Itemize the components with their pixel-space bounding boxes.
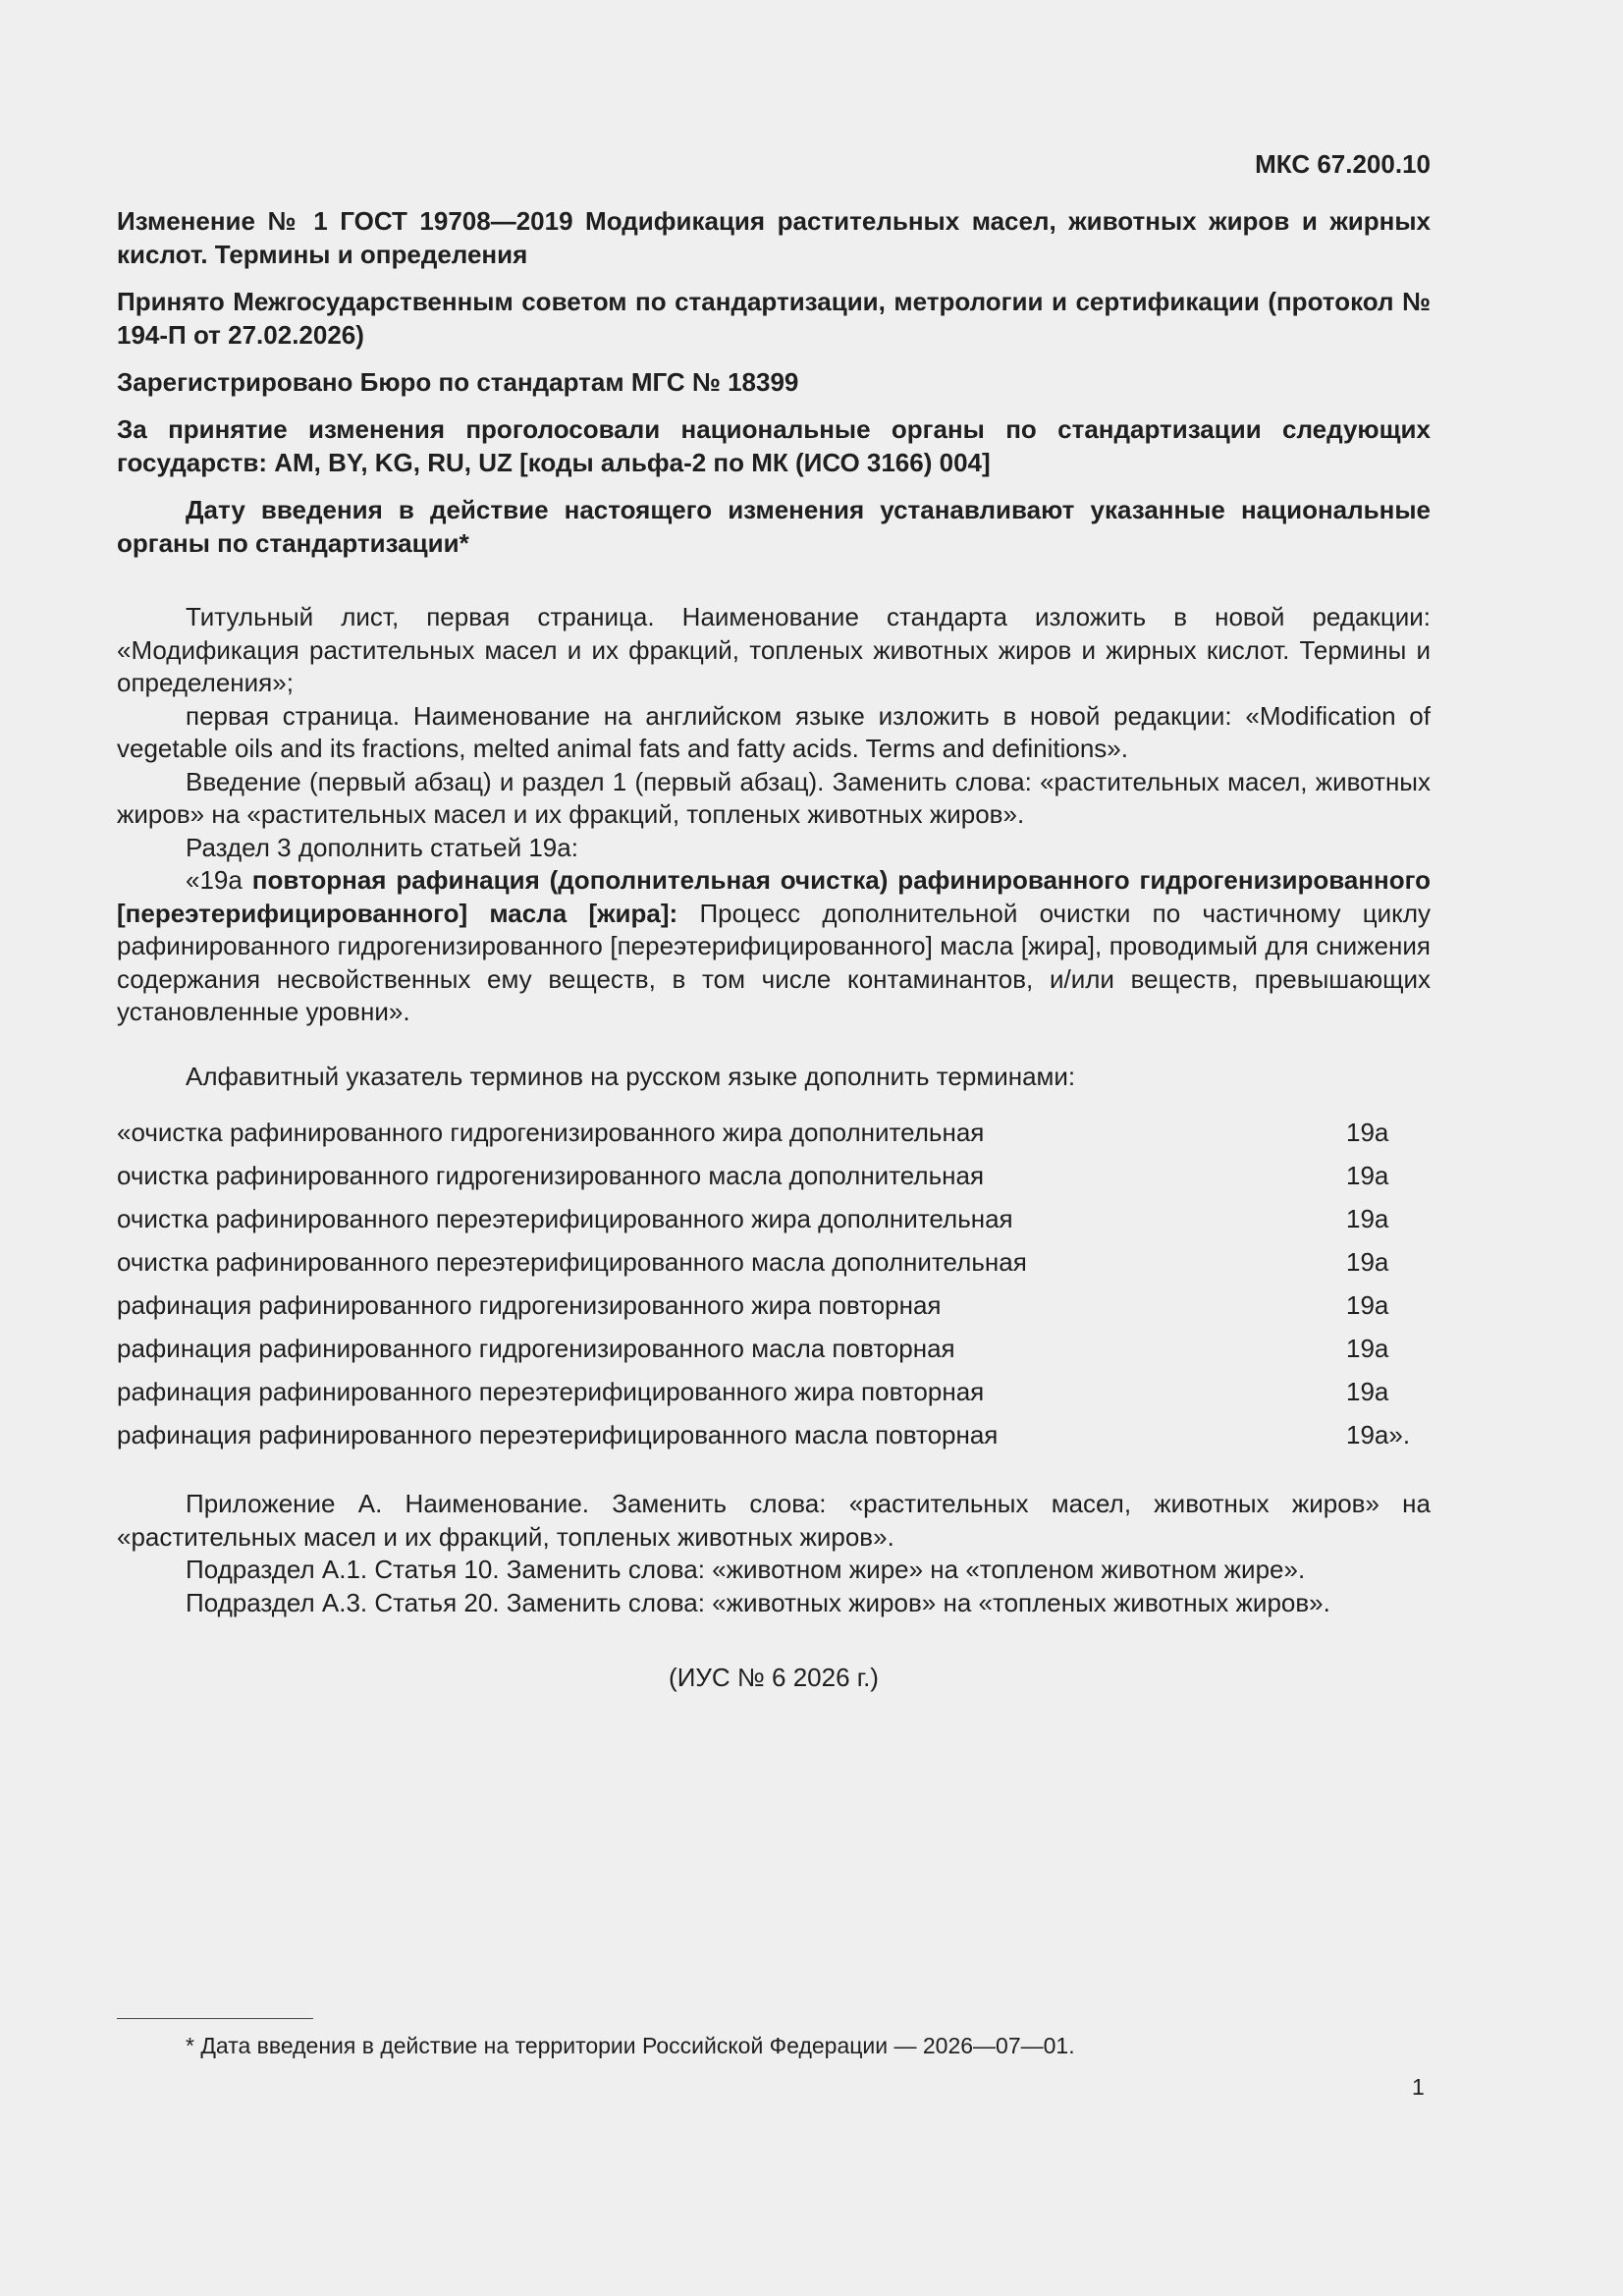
index-row xyxy=(117,1327,1431,1370)
index-term: очистка рафинированного переэтерифицированного масла дополнительная xyxy=(117,1247,1027,1277)
paragraph-subsection-a1: Подраздел А.1. Статья 10. Заменить слова: «животном жире» на «топленом животном жире». xyxy=(186,1555,1306,1584)
index-term: рафинация рафинированного переэтерифицированного масла повторная xyxy=(117,1420,999,1449)
term-definition: Процесс дополнительной очистки по частичному циклу рафинированного гидрогенизированного [переэтерифицированного] масла [жира], проводимый для снижения содержания несвойственных ему веществ, в том числе контаминантов, и/или веществ, превышающих установленные уровни». xyxy=(117,898,1431,1026)
index-term: «очистка рафинированного гидрогенизированного жира дополнительная xyxy=(117,1118,985,1147)
index-term: рафинация рафинированного гидрогенизированного масла повторная xyxy=(117,1334,955,1363)
index-ref: 19а xyxy=(1346,1377,1389,1406)
term-number: «19а xyxy=(186,865,252,895)
ius-reference: (ИУС № 6 2026 г.) xyxy=(669,1663,879,1692)
term-index-list xyxy=(117,1111,1431,1456)
registration-statement: Зарегистрировано Бюро по стандартам МГС № 18399 xyxy=(117,367,799,397)
index-term: рафинация рафинированного гидрогенизированного жира повторная xyxy=(117,1290,942,1320)
footnote: * Дата введения в действие на территории Российской Федерации — 2026—07—01. xyxy=(186,2033,1075,2058)
index-term: очистка рафинированного гидрогенизированного масла дополнительная xyxy=(117,1161,985,1190)
index-ref: 19а xyxy=(1346,1290,1389,1320)
index-row xyxy=(117,1240,1431,1284)
amendment-title: Изменение № 1 ГОСТ 19708—2019 Модификация растительных масел, животных жиров и жирных кислот. Термины и определения xyxy=(117,206,1431,269)
paragraph-appendix-a: Приложение А. Наименование. Заменить слова: «растительных масел, животных жиров» на «растительных масел и их фракций, топленых животных жиров». xyxy=(117,1489,1431,1552)
adopted-statement: Принято Межгосударственным советом по стандартизации, метрологии и сертификации (протокол № 194-П от 27.02.2026) xyxy=(117,287,1431,350)
paragraph-title-page: Титульный лист, первая страница. Наименование стандарта изложить в новой редакции: «Модификация растительных масел и их фракций, топленых животных жиров и жирных кислот. Термины и определения»; xyxy=(117,602,1431,697)
index-term: рафинация рафинированного переэтерифицированного жира повторная xyxy=(117,1377,985,1406)
paragraph-section-3: Раздел 3 дополнить статьей 19а: xyxy=(186,832,578,862)
document-content xyxy=(117,147,1431,1694)
index-ref: 19а xyxy=(1346,1334,1389,1363)
paragraph-introduction: Введение (первый абзац) и раздел 1 (первый абзац). Заменить слова: «растительных масел, животных жиров» на «растительных масел и их фракций, топленых животных жиров». xyxy=(117,766,1431,829)
index-ref: 19а xyxy=(1346,1204,1389,1233)
index-row xyxy=(117,1111,1431,1154)
index-row xyxy=(117,1370,1431,1413)
amendment-body xyxy=(117,601,1431,1694)
effective-date-statement: Дату введения в действие настоящего изменения устанавливают указанные национальные органы по стандартизации* xyxy=(117,495,1431,558)
footnote-divider xyxy=(117,2018,313,2019)
paragraph-subsection-a3: Подраздел А.3. Статья 20. Заменить слова: «животных жиров» на «топленых животных жиров». xyxy=(186,1587,1330,1617)
index-row xyxy=(117,1197,1431,1240)
paragraph-english-title: первая страница. Наименование на английском языке изложить в новой редакции: «Modification of vegetable oils and its fractions, melted animal fats and fatty acids. Terms and definitions». xyxy=(117,700,1431,763)
voting-statement: За принятие изменения проголосовали национальные органы по стандартизации следующих государств: AM, BY, KG, RU, UZ [коды альфа-2 по МК (ИСО 3166) 004] xyxy=(117,414,1431,477)
index-row xyxy=(117,1413,1431,1456)
index-ref: 19а xyxy=(1346,1247,1389,1277)
index-row xyxy=(117,1154,1431,1197)
index-row xyxy=(117,1284,1431,1327)
term-name: повторная рафинация (дополнительная очистка) рафинированного гидрогенизированного [переэтерифицированного] масла [жира]: xyxy=(117,865,1431,928)
mks-code: МКС 67.200.10 xyxy=(1255,149,1431,179)
index-ref: 19а xyxy=(1346,1118,1389,1147)
paragraph-term-19a xyxy=(117,864,1431,1029)
page-number: 1 xyxy=(1412,2074,1425,2100)
index-ref: 19а xyxy=(1346,1161,1389,1190)
index-term: очистка рафинированного переэтерифицированного жира дополнительная xyxy=(117,1204,1013,1233)
index-ref: 19а». xyxy=(1346,1420,1411,1449)
index-intro: Алфавитный указатель терминов на русском языке дополнить терминами: xyxy=(186,1061,1076,1091)
